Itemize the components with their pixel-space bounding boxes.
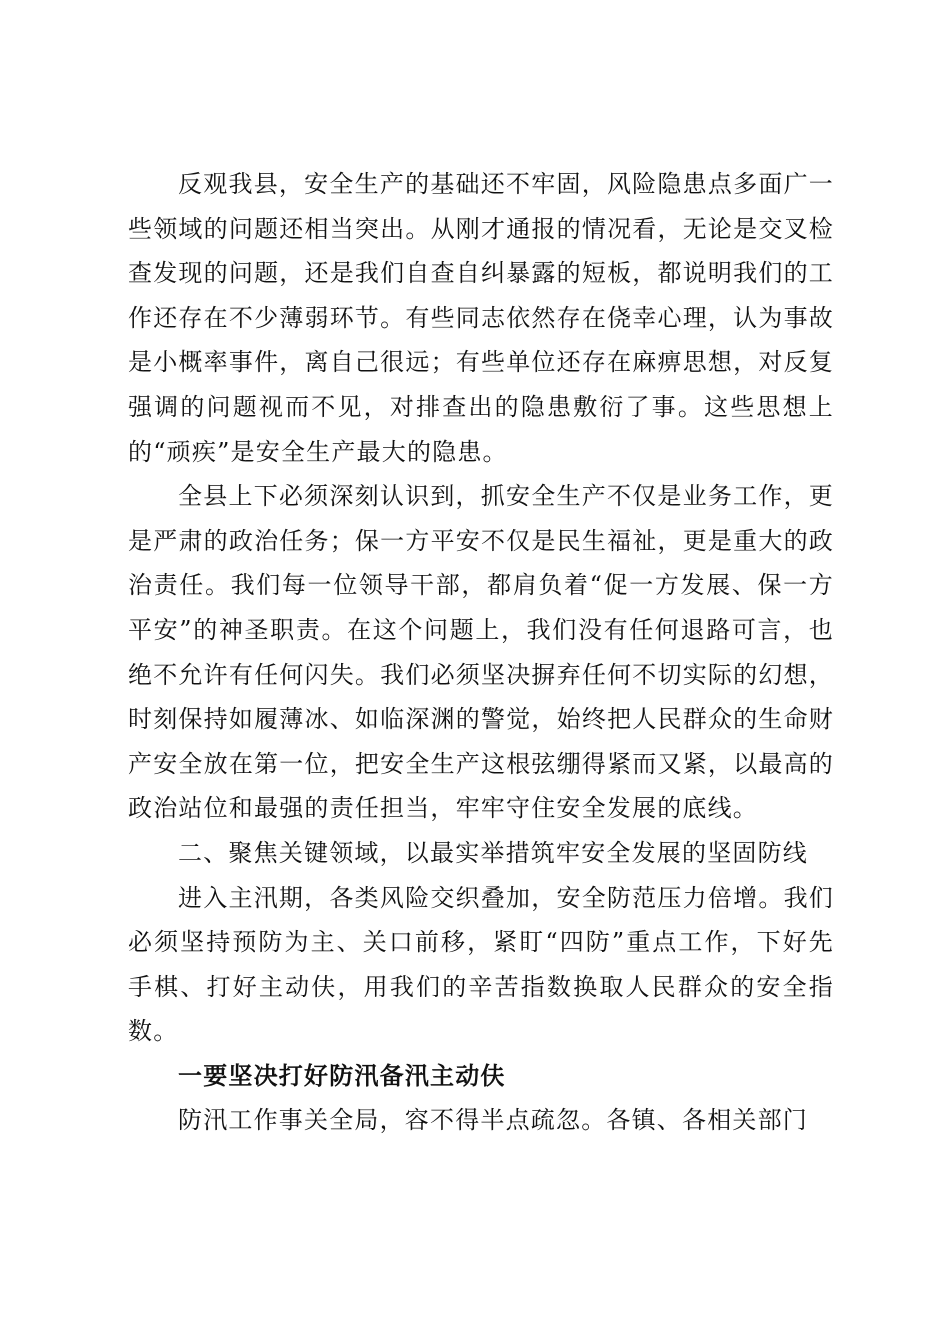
paragraph-safety-situation: 反观我县，安全生产的基础还不牢固，风险隐患点多面广一些领域的问题还相当突出。从刚才通报的情况看，无论是交叉检查发现的问题，还是我们自查自纠暴露的短板，都说明我们的工作还存在不少薄弱环节。有些同志依然存在侥幸心理，认为事故是小概率事件，离自己很远；有些单位还存在麻痹思想，对反复强调的问题视而不见，对排查出的隐患敷衍了事。这些思想上的“顽疾”是安全生产最大的隐患。 xyxy=(128,170,834,466)
document-page xyxy=(128,162,834,1143)
paragraph-flood-work: 防汛工作事关全局，容不得半点疏忽。各镇、各相关部门 xyxy=(178,1106,808,1135)
paragraph-flood-season: 进入主汛期，各类风险交织叠加，安全防范压力倍增。我们必须坚持预防为主、关口前移，紧盯“四防”重点工作，下好先手棋、打好主动伕，用我们的辛苦指数换取人民群众的安全指数。 xyxy=(128,883,834,1046)
subheading-flood-prevention: 一要坚决打好防汛备汛主动伕 xyxy=(178,1060,506,1090)
paragraph-political-responsibility: 全县上下必须深刻认识到，抓安全生产不仅是业务工作，更是严肃的政治任务；保一方平安不仅是民生福祉，更是重大的政治责任。我们每一位领导干部，都肩负着“促一方发展、保一方平安”的神圣职责。在这个问题上，我们没有任何退路可言，也绝不允许有任何闪失。我们必须坚决摒弃任何不切实际的幻想，时刻保持如履薄冰、如临深渊的警觉，始终把人民群众的生命财产安全放在第一位，把安全生产这根弦绷得紧而又紧，以最高的政治站位和最强的责任担当，牢牢守住安全发展的底线。 xyxy=(128,482,834,823)
section-heading-two: 二、聚焦关键领域，以最实举措筑牢安全发展的坚固防线 xyxy=(178,838,808,867)
